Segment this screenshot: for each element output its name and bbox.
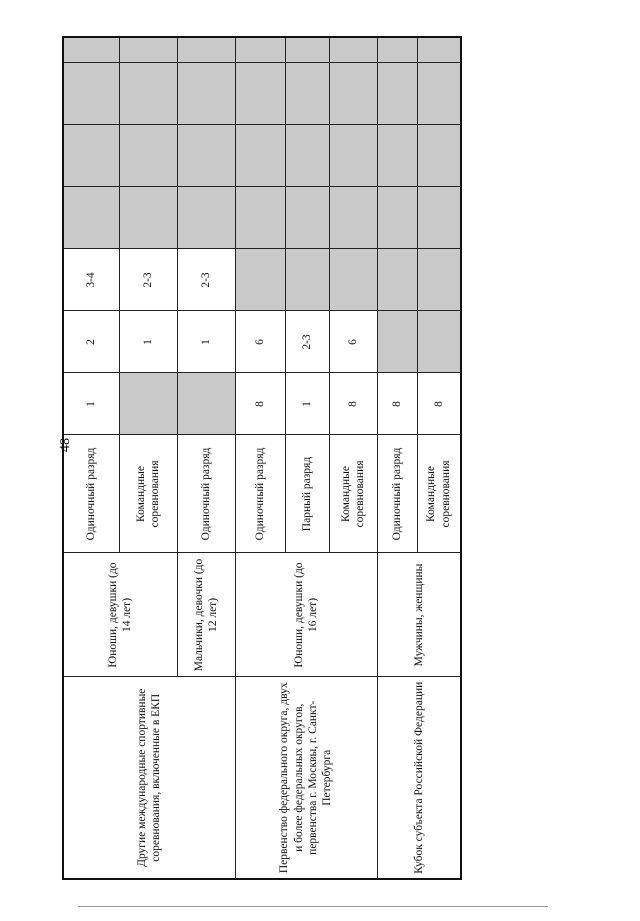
discipline-cell: Командные соревнования xyxy=(329,435,377,553)
value-cell: 2-3 xyxy=(285,311,329,373)
discipline-cell: Парный разряд xyxy=(285,435,329,553)
shaded-cell xyxy=(177,125,235,187)
age-group-cell: Мужчины, женщины xyxy=(377,553,461,677)
shaded-cell xyxy=(177,63,235,125)
shaded-cell xyxy=(285,249,329,311)
value-cell: 3-4 xyxy=(63,249,119,311)
value-cell: 6 xyxy=(235,311,285,373)
age-group-cell: Юноши, девушки (до 16 лет) xyxy=(235,553,377,677)
discipline-cell: Командные соревнования xyxy=(119,435,177,553)
value-cell: 1 xyxy=(285,373,329,435)
shaded-cell xyxy=(417,125,461,187)
shaded-cell xyxy=(329,37,377,63)
value-cell: 2-3 xyxy=(177,249,235,311)
discipline-cell: Одиночный разряд xyxy=(235,435,285,553)
shaded-cell xyxy=(377,125,417,187)
value-cell: 8 xyxy=(329,373,377,435)
competition-cell: Первенство федерального округа, двух и более федеральных округов, первенства г. Москвы, г. Санкт-Петербурга xyxy=(235,677,377,879)
age-group-cell: Мальчики, девочки (до 12 лет) xyxy=(177,553,235,677)
shaded-cell xyxy=(417,311,461,373)
shaded-cell xyxy=(377,37,417,63)
shaded-cell xyxy=(417,37,461,63)
shaded-cell xyxy=(63,37,119,63)
shaded-cell xyxy=(235,63,285,125)
shaded-cell xyxy=(377,63,417,125)
value-cell: 1 xyxy=(177,311,235,373)
table-row xyxy=(235,37,285,879)
shaded-cell xyxy=(377,249,417,311)
scan-edge-line xyxy=(78,906,548,907)
shaded-cell xyxy=(329,125,377,187)
value-cell: 8 xyxy=(417,373,461,435)
value-cell: 8 xyxy=(377,373,417,435)
value-cell: 2 xyxy=(63,311,119,373)
shaded-cell xyxy=(377,311,417,373)
shaded-cell xyxy=(235,125,285,187)
age-group-cell: Юноши, девушки (до 14 лет) xyxy=(63,553,177,677)
shaded-cell xyxy=(177,187,235,249)
sports-ranking-table xyxy=(62,36,462,880)
value-cell: 1 xyxy=(63,373,119,435)
shaded-cell xyxy=(285,63,329,125)
value-cell: 6 xyxy=(329,311,377,373)
shaded-cell xyxy=(235,249,285,311)
page-number: 48 xyxy=(58,438,73,452)
shaded-cell xyxy=(235,187,285,249)
shaded-cell xyxy=(417,249,461,311)
shaded-cell xyxy=(119,63,177,125)
shaded-cell xyxy=(285,37,329,63)
discipline-cell: Одиночный разряд xyxy=(377,435,417,553)
competition-cell: Кубок субъекта Российской Федерации xyxy=(377,677,461,879)
value-cell: 8 xyxy=(235,373,285,435)
discipline-cell: Одиночный разряд xyxy=(63,435,119,553)
discipline-cell: Одиночный разряд xyxy=(177,435,235,553)
shaded-cell xyxy=(417,63,461,125)
table-row xyxy=(377,37,417,879)
shaded-cell xyxy=(177,37,235,63)
table-row xyxy=(63,37,119,879)
competition-cell: Другие международные спортивные соревнования, включенные в ЕКП xyxy=(63,677,235,879)
shaded-cell xyxy=(119,373,177,435)
shaded-cell xyxy=(119,125,177,187)
shaded-cell xyxy=(177,373,235,435)
value-cell: 1 xyxy=(119,311,177,373)
value-cell: 2-3 xyxy=(119,249,177,311)
shaded-cell xyxy=(377,187,417,249)
shaded-cell xyxy=(63,63,119,125)
discipline-cell: Командные соревнования xyxy=(417,435,461,553)
shaded-cell xyxy=(285,187,329,249)
shaded-cell xyxy=(329,249,377,311)
shaded-cell xyxy=(285,125,329,187)
shaded-cell xyxy=(235,37,285,63)
shaded-cell xyxy=(329,63,377,125)
shaded-cell xyxy=(119,187,177,249)
rotated-table-sheet xyxy=(62,38,460,880)
shaded-cell xyxy=(329,187,377,249)
shaded-cell xyxy=(119,37,177,63)
shaded-cell xyxy=(63,187,119,249)
shaded-cell xyxy=(417,187,461,249)
shaded-cell xyxy=(63,125,119,187)
